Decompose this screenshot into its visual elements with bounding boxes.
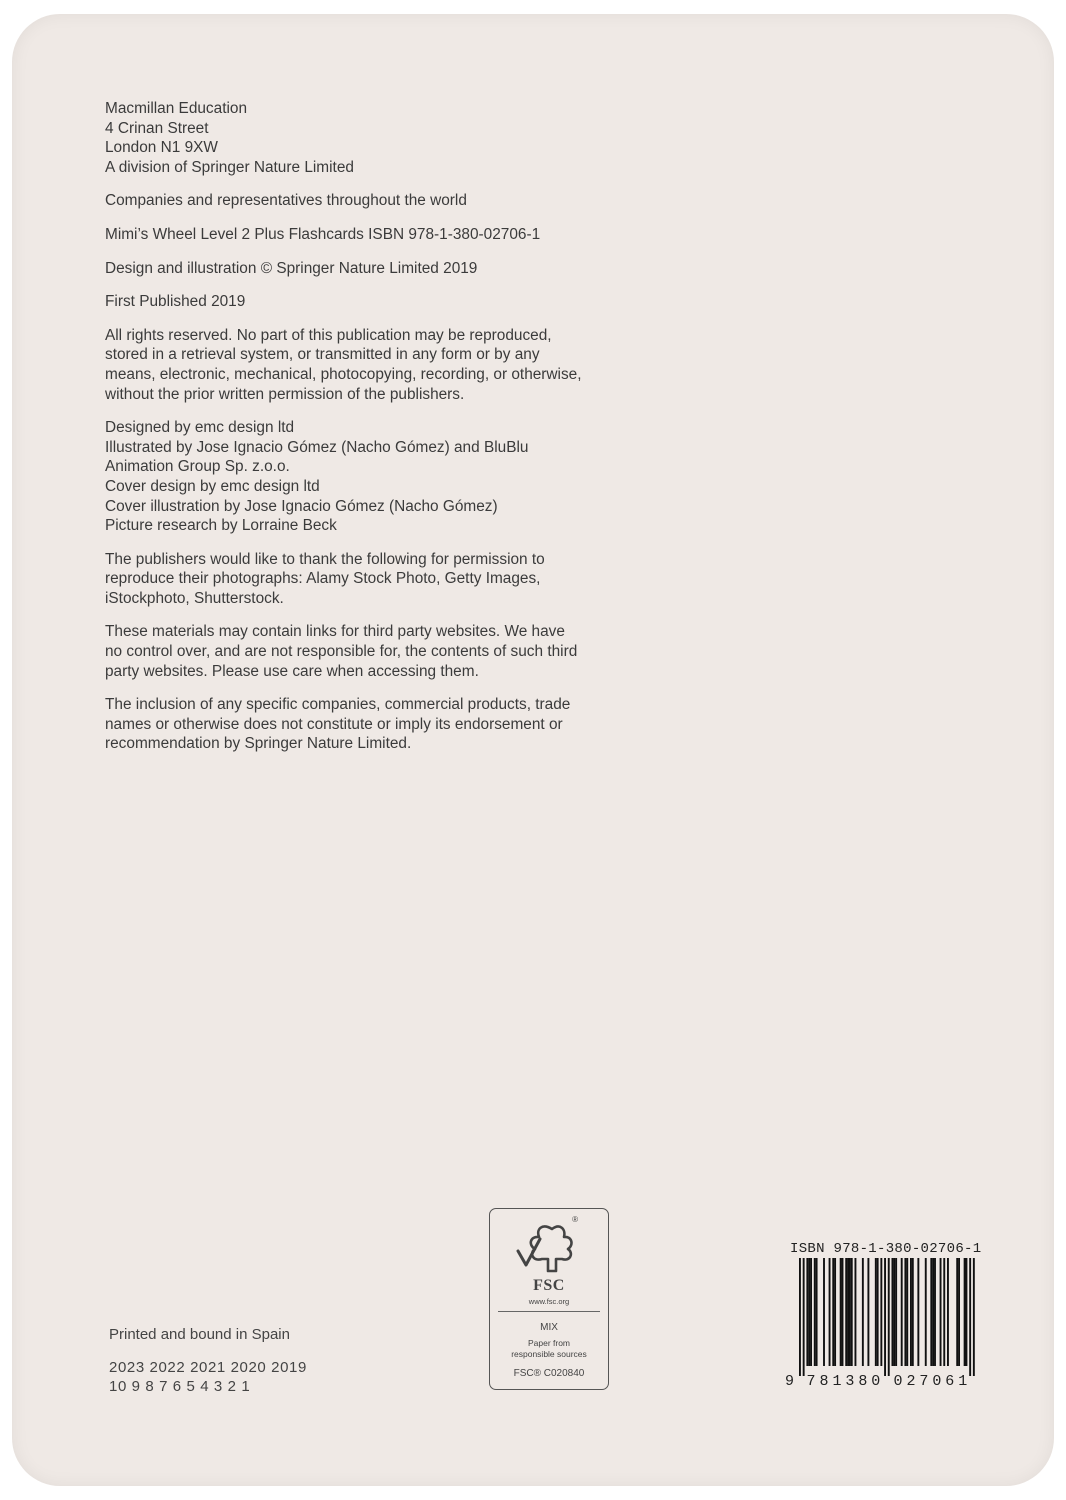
barcode-bar — [917, 1258, 919, 1366]
barcode-bar — [956, 1258, 958, 1366]
rights-line: stored in a retrieval system, or transmitted in any form or by any — [105, 346, 540, 364]
barcode-bar — [964, 1258, 966, 1366]
fsc-url: www.fsc.org — [528, 1297, 570, 1306]
links-line: party websites. Please use care when accessing them. — [105, 662, 479, 680]
barcode-bar — [829, 1258, 831, 1366]
barcode-digit: 1 — [958, 1373, 968, 1390]
barcode-bar — [840, 1258, 842, 1366]
links-paragraph — [105, 622, 665, 681]
barcode-bar — [880, 1258, 882, 1366]
endorsement-line: names or otherwise does not constitute or imply its endorsement or — [105, 715, 563, 733]
barcode-digit: 0 — [871, 1373, 881, 1390]
barcode-digit: 7 — [919, 1373, 929, 1390]
barcode-bar — [862, 1258, 864, 1366]
barcode-bar — [947, 1258, 949, 1366]
barcode-digit: 2 — [906, 1373, 916, 1390]
fsc-source — [490, 1338, 608, 1360]
barcode-bar — [823, 1258, 825, 1366]
fsc-source-line: Paper from — [527, 1338, 571, 1348]
barcode-digit: 1 — [832, 1373, 842, 1390]
print-run: 10 9 8 7 6 5 4 3 2 1 — [109, 1378, 251, 1395]
printed-in: Printed and bound in Spain — [109, 1326, 290, 1343]
thanks-line: iStockphoto, Shutterstock. — [105, 589, 284, 607]
barcode-bar — [930, 1258, 932, 1366]
barcode-digit: 0 — [893, 1373, 903, 1390]
barcode-bar — [851, 1258, 853, 1366]
barcode-bar — [910, 1258, 912, 1366]
address-line: A division of Springer Nature Limited — [105, 158, 354, 176]
fsc-license: FSC® C020840 — [513, 1368, 585, 1379]
barcode-bar — [806, 1258, 808, 1366]
credits-paragraph — [105, 418, 665, 536]
barcode-bar — [973, 1258, 975, 1376]
barcode-digits — [785, 1373, 985, 1391]
barcode-bar — [849, 1258, 851, 1366]
barcode-bar — [845, 1258, 847, 1366]
barcode-digit: 0 — [932, 1373, 942, 1390]
barcode-bar — [904, 1258, 906, 1366]
barcode-bar — [958, 1258, 960, 1366]
barcode-bar — [940, 1258, 942, 1366]
barcode-bar — [816, 1258, 818, 1366]
barcode-bar — [906, 1258, 908, 1366]
registered-mark: ® — [572, 1215, 578, 1224]
barcode-digit: 7 — [806, 1373, 816, 1390]
links-line: no control over, and are not responsible for, the contents of such third — [105, 643, 578, 661]
address-line: 4 Crinan Street — [105, 119, 209, 137]
barcode-bar — [893, 1258, 895, 1366]
credit-line: Designed by emc design ltd — [105, 419, 295, 437]
fsc-mix: MIX — [540, 1322, 558, 1333]
rights-line: means, electronic, mechanical, photocopying, recording, or otherwise, — [105, 365, 582, 383]
barcode-bar — [966, 1258, 968, 1366]
barcode-bar — [912, 1258, 914, 1366]
barcode-bar — [884, 1258, 886, 1376]
copyright-line: Design and illustration © Springer Nature Limited 2019 — [105, 259, 478, 277]
barcode-bar — [895, 1258, 897, 1366]
isbn-line: Mimi’s Wheel Level 2 Plus Flashcards ISBN 978-1-380-02706-1 — [105, 225, 541, 243]
imprint-text — [105, 99, 665, 768]
barcode-bar — [969, 1258, 971, 1376]
fsc-tree-checkmark-icon — [512, 1217, 582, 1279]
rights-line: without the prior written permission of the publishers. — [105, 385, 465, 403]
rights-line: All rights reserved. No part of this publication may be reproduced, — [105, 326, 552, 344]
first-published-line: First Published 2019 — [105, 293, 246, 311]
barcode-digit: 8 — [819, 1373, 829, 1390]
print-line — [109, 1358, 307, 1396]
barcode-digit: 8 — [858, 1373, 868, 1390]
rights-paragraph — [105, 326, 665, 404]
barcode-digit: 9 — [785, 1373, 795, 1390]
barcode-bar — [832, 1258, 834, 1366]
credit-line: Cover illustration by Jose Ignacio Gómez (Nacho Gómez) — [105, 497, 498, 515]
companies-note: Companies and representatives throughout the world — [105, 192, 467, 210]
barcode-bar — [925, 1258, 927, 1366]
barcode-bar — [867, 1258, 869, 1366]
address-line: Macmillan Education — [105, 100, 248, 117]
credit-line: Picture research by Lorraine Beck — [105, 517, 337, 535]
thanks-line: reproduce their photographs: Alamy Stock Photo, Getty Images, — [105, 570, 541, 588]
barcode-bar — [847, 1258, 849, 1366]
links-line: These materials may contain links for third party websites. We have — [105, 623, 565, 641]
barcode-bar — [901, 1258, 903, 1366]
barcode-isbn-text: ISBN 978-1-380-02706-1 — [790, 1241, 982, 1257]
isbn-barcode — [785, 1258, 985, 1376]
barcode-bar — [842, 1258, 844, 1366]
barcode-bar — [799, 1258, 801, 1376]
endorsement-line: The inclusion of any specific companies, commercial products, trade — [105, 696, 571, 714]
barcode-bar — [810, 1258, 812, 1366]
credit-line: Illustrated by Jose Ignacio Gómez (Nacho Gómez) and BluBlu — [105, 438, 529, 456]
barcode-digit: 3 — [845, 1373, 855, 1390]
barcode-bar — [875, 1258, 877, 1366]
fsc-source-line: responsible sources — [511, 1349, 587, 1359]
barcode-bar — [888, 1258, 890, 1376]
print-years: 2023 2022 2021 2020 2019 — [109, 1359, 307, 1376]
barcode-bar — [855, 1258, 857, 1366]
publisher-address — [105, 99, 665, 177]
barcode-bar — [808, 1258, 810, 1366]
barcode-bar — [892, 1258, 894, 1366]
endorsement-line: recommendation by Springer Nature Limited. — [105, 735, 412, 753]
barcode-bar — [943, 1258, 945, 1366]
fsc-label — [489, 1208, 609, 1390]
credit-line: Animation Group Sp. z.o.o. — [105, 458, 290, 476]
address-line: London N1 9XW — [105, 139, 218, 157]
barcode-bar — [932, 1258, 934, 1366]
barcode-bar — [877, 1258, 879, 1366]
barcode-bar — [803, 1258, 805, 1376]
credit-line: Cover design by emc design ltd — [105, 477, 320, 495]
fsc-divider — [498, 1311, 600, 1312]
barcode-bar — [934, 1258, 936, 1366]
barcode-bar — [834, 1258, 836, 1366]
thanks-paragraph — [105, 550, 665, 609]
endorsement-paragraph — [105, 695, 665, 754]
thanks-line: The publishers would like to thank the following for permission to — [105, 550, 545, 568]
fsc-name: FSC — [533, 1277, 565, 1294]
barcode-digit: 6 — [945, 1373, 955, 1390]
barcode-bar — [814, 1258, 816, 1366]
